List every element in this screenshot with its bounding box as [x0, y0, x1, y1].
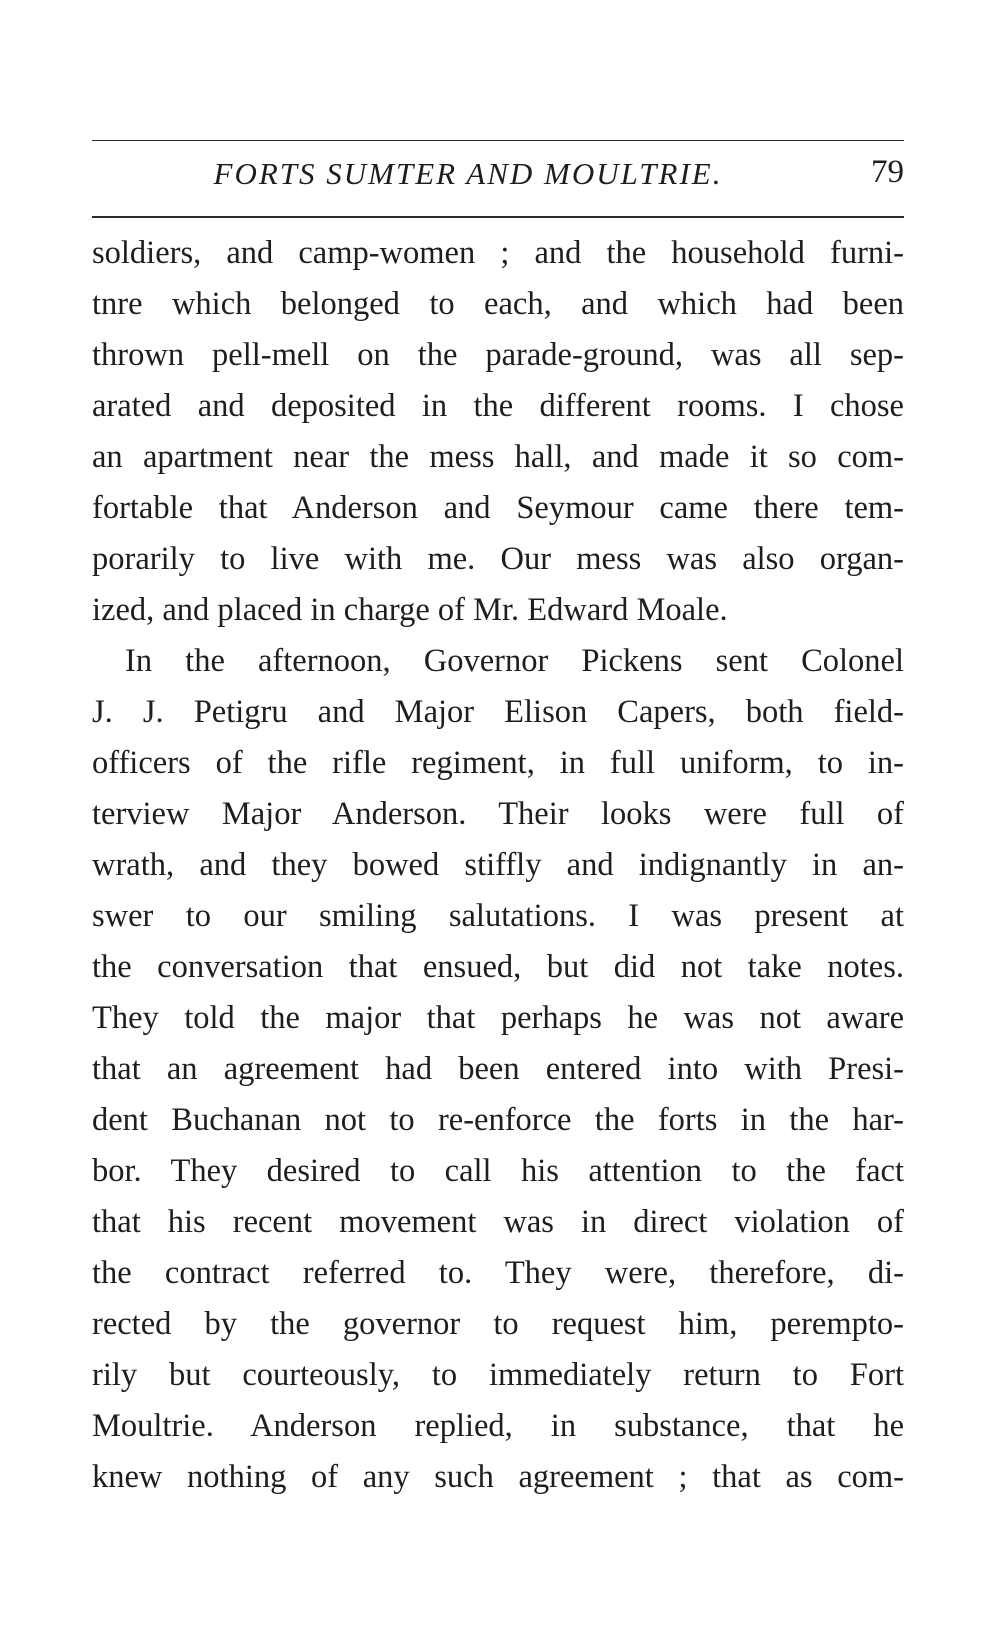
text-line: that his recent movement was in direct violation of [92, 1204, 904, 1240]
text-line: J. J. Petigru and Major Elison Capers, both field- [92, 694, 904, 730]
text-line: fortable that Anderson and Seymour came there tem- [92, 490, 904, 526]
header-rule-top [92, 140, 904, 141]
text-line: terview Major Anderson. Their looks were full of [92, 796, 904, 832]
text-line: rily but courteously, to immediately return to Fort [92, 1357, 904, 1393]
header-rule-bottom [92, 216, 904, 218]
text-line: wrath, and they bowed stiffly and indignantly in an- [92, 847, 904, 883]
text-line: arated and deposited in the different rooms. I chose [92, 388, 904, 424]
page-number: 79 [871, 154, 904, 190]
text-line: the contract referred to. They were, therefore, di- [92, 1255, 904, 1291]
text-line: tnre which belonged to each, and which had been [92, 286, 904, 322]
text-line: soldiers, and camp-women ; and the household furni- [92, 235, 904, 271]
text-line: thrown pell-mell on the parade-ground, was all sep- [92, 337, 904, 373]
text-line: dent Buchanan not to re-enforce the forts in the har- [92, 1102, 904, 1138]
running-head [92, 150, 904, 206]
text-line: They told the major that perhaps he was not aware [92, 1000, 904, 1036]
running-head-title: FORTS SUMTER AND MOULTRIE. [213, 156, 723, 191]
text-line: In the afternoon, Governor Pickens sent Colonel [125, 643, 904, 679]
text-line: an apartment near the mess hall, and made it so com- [92, 439, 904, 475]
text-line: knew nothing of any such agreement ; that as com- [92, 1459, 904, 1495]
text-line: the conversation that ensued, but did not take notes. [92, 949, 904, 985]
text-line: swer to our smiling salutations. I was present at [92, 898, 904, 934]
text-line: bor. They desired to call his attention to the fact [92, 1153, 904, 1189]
body-text [92, 228, 904, 1503]
text-line: officers of the rifle regiment, in full uniform, to in- [92, 745, 904, 781]
text-line: ized, and placed in charge of Mr. Edward Moale. [92, 592, 728, 628]
text-line: rected by the governor to request him, perempto- [92, 1306, 904, 1342]
text-line: that an agreement had been entered into with Presi- [92, 1051, 904, 1087]
text-line: Moultrie. Anderson replied, in substance, that he [92, 1408, 904, 1444]
text-line: porarily to live with me. Our mess was also organ- [92, 541, 904, 577]
